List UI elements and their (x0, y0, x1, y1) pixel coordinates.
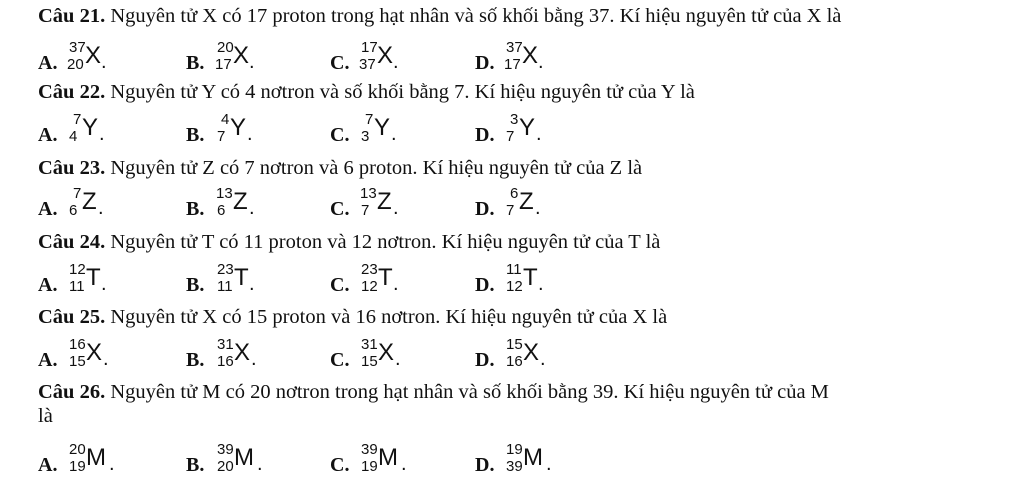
element-symbol: T (378, 264, 393, 291)
element-symbol: X (233, 42, 250, 69)
period: . (257, 453, 263, 475)
element-symbol: Z (519, 188, 534, 215)
option-label: B. (186, 198, 205, 220)
mass-number: 20 (217, 39, 234, 56)
atomic-number: 12 (506, 278, 523, 295)
atomic-number: 7 (361, 202, 370, 219)
element-symbol: T (86, 264, 101, 291)
nuclide-symbol (358, 186, 428, 220)
nuclide-symbol (66, 442, 136, 476)
period: . (103, 348, 109, 370)
nuclide-symbol (358, 112, 428, 146)
atomic-number: 12 (361, 278, 378, 295)
question-24 (38, 230, 660, 254)
option-label: D. (475, 454, 495, 476)
question-23 (38, 156, 642, 180)
option-label: A. (38, 454, 58, 476)
nuclide-symbol (503, 262, 573, 296)
period: . (393, 273, 399, 295)
period: . (538, 273, 544, 295)
period: . (249, 273, 255, 295)
atomic-number: 6 (69, 202, 78, 219)
option-label: C. (330, 349, 350, 371)
option-label: A. (38, 274, 58, 296)
period: . (535, 197, 541, 219)
atomic-number: 39 (506, 458, 523, 475)
options-26 (38, 442, 738, 476)
atomic-number: 11 (217, 278, 233, 295)
nuclide-symbol (503, 112, 573, 146)
nuclide-symbol (503, 186, 573, 220)
element-symbol: Z (82, 188, 97, 215)
nuclide-symbol (66, 337, 136, 371)
nuclide-symbol (66, 262, 136, 296)
question-text: Nguyên tử Y có 4 nơtron và số khối bằng 7. Kí hiệu nguyên tử của Y là (110, 81, 695, 103)
period: . (393, 51, 399, 73)
mass-number: 20 (69, 441, 86, 458)
atomic-number: 7 (217, 128, 226, 145)
nuclide-symbol (214, 262, 284, 296)
mass-number: 4 (221, 111, 230, 128)
question-text: Nguyên tử Z có 7 nơtron và 6 proton. Kí hiệu nguyên tử của Z là (110, 157, 643, 179)
mass-number: 16 (69, 336, 86, 353)
atomic-number: 17 (215, 56, 232, 73)
mass-number: 31 (217, 336, 234, 353)
question-text: Nguyên tử X có 15 proton và 16 nơtron. Kí hiệu nguyên tử của X là (110, 306, 668, 328)
atomic-number: 3 (361, 128, 370, 145)
atomic-number: 7 (506, 202, 515, 219)
element-symbol: T (234, 264, 249, 291)
option-label: C. (330, 274, 350, 296)
period: . (99, 123, 105, 145)
nuclide-symbol (66, 186, 136, 220)
mass-number: 23 (361, 261, 378, 278)
mass-number: 12 (69, 261, 86, 278)
option-label: B. (186, 52, 205, 74)
mass-number: 7 (365, 111, 374, 128)
option-label: D. (475, 274, 495, 296)
period: . (395, 348, 401, 370)
period: . (538, 51, 544, 73)
element-symbol: X (523, 339, 540, 366)
question-number: Câu 21. (38, 5, 106, 27)
option-label: A. (38, 52, 58, 74)
period: . (391, 123, 397, 145)
period: . (536, 123, 542, 145)
mass-number: 3 (510, 111, 519, 128)
nuclide-symbol (214, 40, 284, 74)
mass-number: 13 (360, 185, 377, 202)
mass-number: 7 (73, 111, 82, 128)
question-26 (38, 380, 829, 428)
mass-number: 39 (217, 441, 234, 458)
question-text-continued: là (38, 405, 53, 427)
period: . (393, 197, 399, 219)
mass-number: 6 (510, 185, 519, 202)
atomic-number: 7 (506, 128, 515, 145)
period: . (540, 348, 546, 370)
element-symbol: M (234, 444, 254, 471)
period: . (251, 348, 257, 370)
nuclide-symbol (358, 337, 428, 371)
nuclide-symbol (358, 442, 428, 476)
element-symbol: X (234, 339, 251, 366)
element-symbol: Z (377, 188, 392, 215)
mass-number: 11 (506, 261, 522, 278)
nuclide-symbol (214, 186, 284, 220)
mass-number: 37 (69, 39, 86, 56)
element-symbol: M (86, 444, 106, 471)
question-text: Nguyên tử M có 20 nơtron trong hạt nhân và số khối bằng 39. Kí hiệu nguyên tử của M (110, 381, 829, 403)
period: . (109, 453, 115, 475)
mass-number: 15 (506, 336, 523, 353)
question-22 (38, 80, 695, 104)
options-25 (38, 337, 738, 371)
option-label: C. (330, 52, 350, 74)
element-symbol: X (85, 42, 102, 69)
period: . (247, 123, 253, 145)
period: . (249, 51, 255, 73)
option-label: D. (475, 349, 495, 371)
mass-number: 19 (506, 441, 523, 458)
nuclide-symbol (214, 112, 284, 146)
question-text: Nguyên tử X có 17 proton trong hạt nhân và số khối bằng 37. Kí hiệu nguyên tử của X là (110, 5, 842, 27)
question-25 (38, 305, 667, 329)
atomic-number: 37 (359, 56, 376, 73)
period: . (98, 197, 104, 219)
nuclide-symbol (214, 337, 284, 371)
option-label: A. (38, 198, 58, 220)
question-number: Câu 26. (38, 381, 106, 403)
element-symbol: T (523, 264, 538, 291)
period: . (101, 273, 107, 295)
atomic-number: 11 (69, 278, 85, 295)
atomic-number: 15 (69, 353, 86, 370)
atomic-number: 17 (504, 56, 521, 73)
atomic-number: 19 (69, 458, 86, 475)
option-label: B. (186, 124, 205, 146)
period: . (101, 51, 107, 73)
option-label: D. (475, 124, 495, 146)
option-label: D. (475, 198, 495, 220)
element-symbol: Y (374, 114, 391, 141)
atomic-number: 20 (217, 458, 234, 475)
mass-number: 7 (73, 185, 82, 202)
element-symbol: Y (519, 114, 536, 141)
mass-number: 23 (217, 261, 234, 278)
nuclide-symbol (503, 337, 573, 371)
period: . (546, 453, 552, 475)
mass-number: 13 (216, 185, 233, 202)
mass-number: 37 (506, 39, 523, 56)
question-number: Câu 22. (38, 81, 106, 103)
option-label: D. (475, 52, 495, 74)
options-22 (38, 112, 738, 146)
nuclide-symbol (214, 442, 284, 476)
atomic-number: 19 (361, 458, 378, 475)
options-24 (38, 262, 738, 296)
nuclide-symbol (503, 442, 573, 476)
element-symbol: X (522, 42, 539, 69)
atomic-number: 16 (217, 353, 234, 370)
element-symbol: Y (82, 114, 99, 141)
nuclide-symbol (358, 262, 428, 296)
option-label: C. (330, 124, 350, 146)
atomic-number: 20 (67, 56, 84, 73)
atomic-number: 15 (361, 353, 378, 370)
period: . (401, 453, 407, 475)
mass-number: 17 (361, 39, 378, 56)
question-text: Nguyên tử T có 11 proton và 12 nơtron. Kí hiệu nguyên tử của T là (110, 231, 661, 253)
atomic-number: 6 (217, 202, 226, 219)
element-symbol: X (377, 42, 394, 69)
options-23 (38, 186, 738, 220)
option-label: A. (38, 349, 58, 371)
option-label: B. (186, 454, 205, 476)
nuclide-symbol (66, 112, 136, 146)
atomic-number: 4 (69, 128, 78, 145)
element-symbol: M (378, 444, 398, 471)
element-symbol: Z (233, 188, 248, 215)
nuclide-symbol (66, 40, 136, 74)
atomic-number: 16 (506, 353, 523, 370)
nuclide-symbol (358, 40, 428, 74)
question-number: Câu 25. (38, 306, 106, 328)
option-label: C. (330, 454, 350, 476)
mass-number: 31 (361, 336, 378, 353)
period: . (249, 197, 255, 219)
element-symbol: Y (230, 114, 247, 141)
option-label: B. (186, 349, 205, 371)
question-number: Câu 24. (38, 231, 106, 253)
mass-number: 39 (361, 441, 378, 458)
nuclide-symbol (503, 40, 573, 74)
option-label: C. (330, 198, 350, 220)
option-label: A. (38, 124, 58, 146)
element-symbol: X (86, 339, 103, 366)
element-symbol: M (523, 444, 543, 471)
question-number: Câu 23. (38, 157, 106, 179)
element-symbol: X (378, 339, 395, 366)
option-label: B. (186, 274, 205, 296)
question-21 (38, 4, 841, 28)
options-21 (38, 40, 738, 74)
